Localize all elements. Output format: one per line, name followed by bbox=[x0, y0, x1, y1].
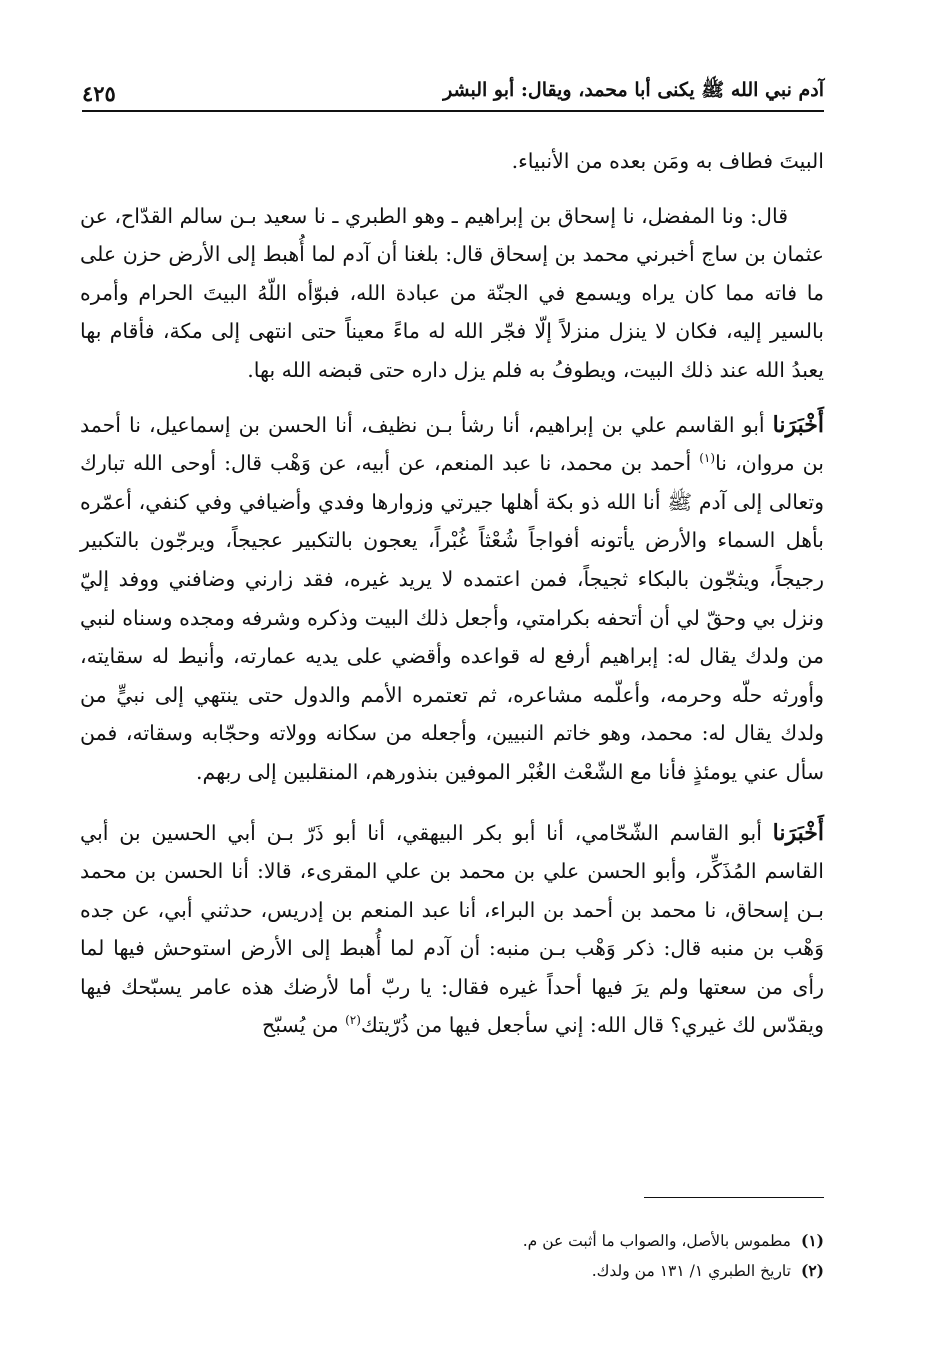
paragraph-3 bbox=[80, 406, 824, 792]
footnote-ref-1[interactable]: (١) bbox=[699, 451, 716, 466]
paragraph-4 bbox=[80, 814, 824, 1046]
narration-keyword: أَخْبَرَنا bbox=[772, 819, 824, 846]
footnote-number: (١) bbox=[800, 1231, 824, 1250]
footnote-1 bbox=[80, 1226, 824, 1256]
footnote-2 bbox=[80, 1256, 824, 1286]
paragraph-2: قال: ونا المفضل، نا إسحاق بن إبراهيم ـ وهو الطبري ـ نا سعيد بـن سالم القدّاح، عن عثمان بن ساج أخبرني محمد بن إسحاق قال: بلغنا أن آدم لما أُهبط إلى الأرض حزن على ما فاته مما كان يراه ويسمع في الجنّة من عبادة الله، فبوّأه اللّهُ البيتَ الحرام وأمره بالسير إليه، فكان لا ينزل منزلاً إلّا فجّر الله له ماءً معيناً حتى انتهى إلى مكة، فأقام بها يعبدُ الله عند ذلك البيت، ويطوفُ به فلم يزل داره حتى قبضه الله بها. bbox=[80, 203, 824, 382]
paragraph-1: البيتَ فطاف به ومَن بعده من الأنبياء. bbox=[511, 149, 824, 173]
page-number: ٤٢٥ bbox=[82, 81, 116, 106]
footnote-number: (٢) bbox=[800, 1261, 824, 1280]
paragraph-3-text-b: أحمد بن محمد، نا عبد المنعم، عن أبيه، عن وَهْب قال: أوحى الله تبارك وتعالى إلى آدم ﷺ أنا الله ذو بكة أهلها جيرتي وزوارها وفدي وأضيافي وفي كنفي، أعمّره بأهل السماء والأرض يأتونه أفواجاً شُعْثاً غُبْراً، يعجون بالتكبير عجيجاً، ويرجّون بالتكبير رجيجاً، ويثجّون بالبكاء ثجيجاً، فمن اعتمده لا يريد غيره، فقد زارني وضافني ووفد إليّ ونزل بي وحقّ لي أن أتحفه بكرامتي، وأجعل ذلك البيت وذكره وشرفه ومجده وسناه لنبي من ولدك يقال له: إبراهيم أرفع له قواعده وأقضي على يديه عمارته، وأنيط له سقايته، وأورثه حلّه وحرمه، وأعلّمه مشاعره، ثم تعتمره الأمم والدول حتى ينتهي إلى نبيٍّ من ولدك يقال له: محمد، وهو خاتم النبيين، وأجعله من سكانه وولاته وحجّابه وسقاته، فمن سأل عني يومئذٍ فأنا مع الشّعْث الغُبْر الموفين بنذورهم، المنقلبين إلى ربهم. bbox=[80, 451, 824, 784]
paragraph-4-text-b: من يُسبّح bbox=[262, 1013, 346, 1038]
footnote-text: مطموس بالأصل، والصواب ما أثبت عن م. bbox=[522, 1232, 791, 1250]
narration-keyword: أَخْبَرَنا bbox=[772, 411, 824, 438]
paragraph-4-text-a: أبو القاسم الشّحّامي، أنا أبو بكر البيهقي، أنا أبو ذَرّ بـن أبي الحسين بن أبي القاسم المُذَكِّر، وأبو الحسن علي بن محمد بن علي المقرىء، قالا: أنا الحسن بن محمد بـن إسحاق، نا محمد بن أحمد بن البراء، أنا عبد المنعم بن إدريس، حدثني أبي، عن جده وَهْب بن منبه قال: ذكر وَهْب بـن منبه: أن آدم لما أُهبط إلى الأرض استوحش فيها لما رأى من سعتها ولم يرَ فيها أحداً غيره فقال: يا ربّ أما لأرضك هذه عامر يسبّحك فيها ويقدّس لك غيري؟ قال الله: إني سأجعل فيها من ذُرّيتك bbox=[80, 820, 824, 1038]
main-text bbox=[80, 142, 824, 1045]
running-head: آدم نبي الله ﷺ يكنى أبا محمد، ويقال: أبو البشر bbox=[443, 79, 824, 101]
footnotes bbox=[80, 1226, 824, 1286]
page-header bbox=[82, 66, 824, 112]
footnote-text: تاريخ الطبري ١/ ١٣١ من ولدك. bbox=[591, 1262, 791, 1280]
paragraph-3-text-a: أبو القاسم علي بن إبراهيم، أنا رشأ بـن نظيف، أنا الحسن بن إسماعيل، نا أحمد بن مروان، نا bbox=[80, 412, 824, 476]
footnote-divider bbox=[644, 1197, 824, 1198]
footnote-ref-2[interactable]: (٢) bbox=[345, 1013, 361, 1028]
